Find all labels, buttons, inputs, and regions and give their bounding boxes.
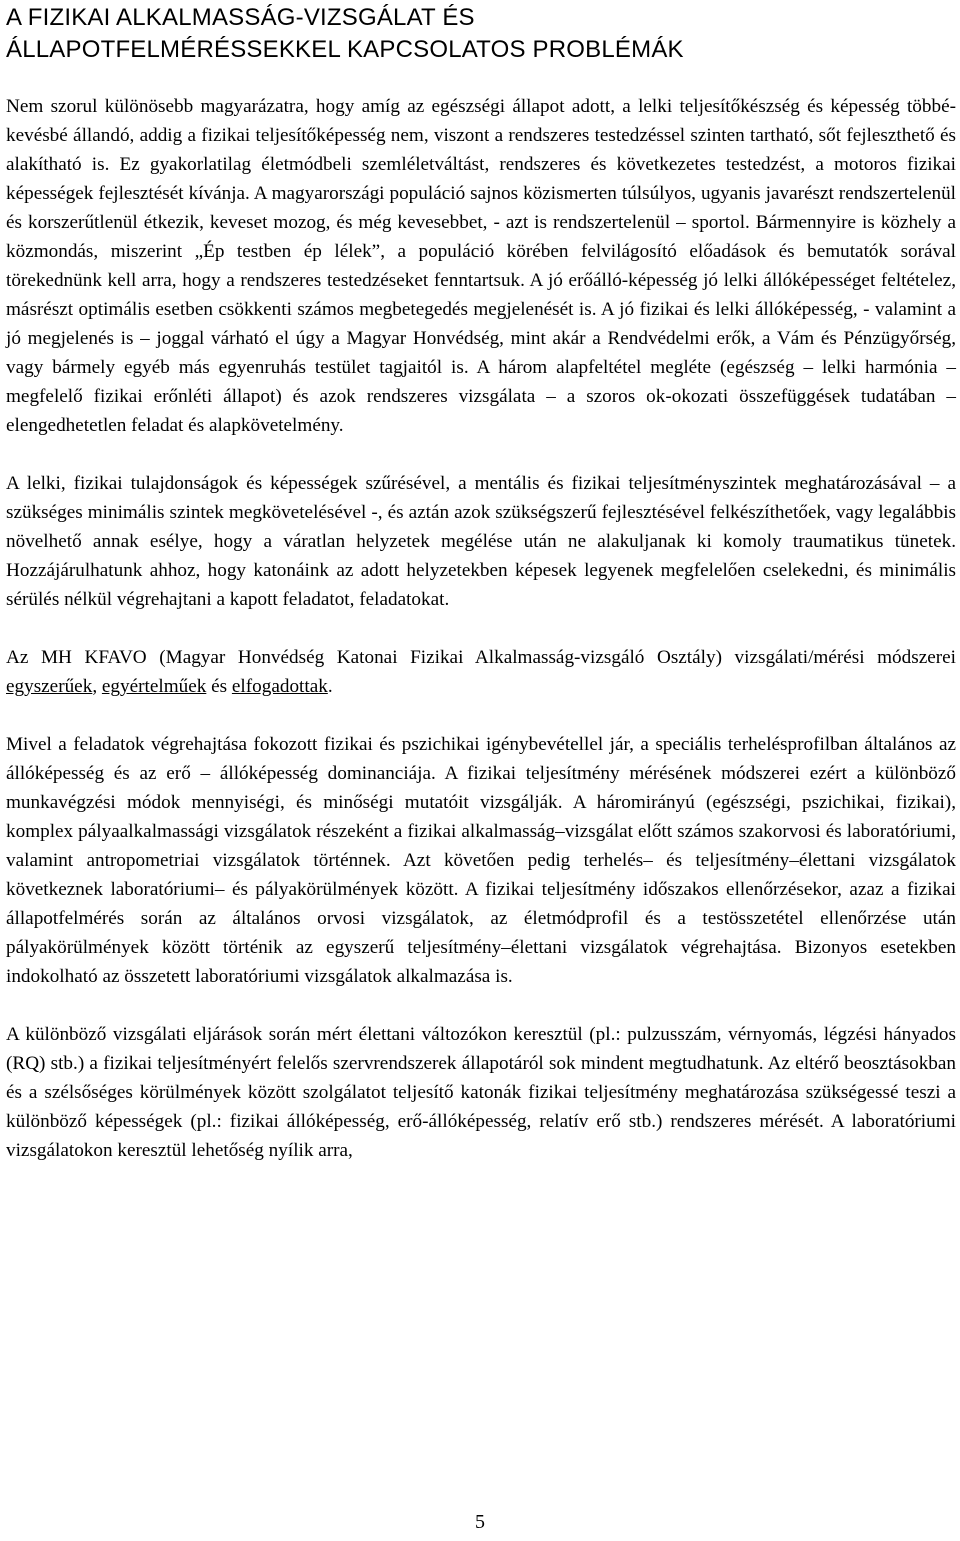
sentence-end: .: [327, 676, 333, 697]
paragraph-mental-physical: A lelki, fizikai tulajdonságok és képességek szűrésével, a mentális és fizikai teljesítményszintek meghatározásával – a szükséges minimális szintek megkövetelésével -, és aztán azok szükségszerű fejlesztésével felkészíthetőek, vagy legalábbis növelhető annak esélye, hogy a váratlan helyzetek megélése után ne alakuljanak ki komoly traumatikus tünetek. Hozzájárulhatunk ahhoz, hogy katonáink az adott helyzetekben képesek legyenek megfelelően cselekedni, és minimális sérülés nélkül végrehajtani a kapott feladatot, feladatokat.: [6, 473, 956, 610]
underlined-term-unambiguous: egyértelműek: [101, 676, 207, 697]
separator-text: ,: [92, 676, 102, 697]
paragraph-physiological-variables: A különböző vizsgálati eljárások során mért élettani változókon keresztül (pl.: pulzusszám, vérnyomás, légzési hányados (RQ) stb.) a fizikai teljesítményért felelős szervrendszerek állapotáról sok mindent megtudhatunk. Az eltérő beosztásokban és a szélsőséges körülmények között szolgálatot teljesítő katonák fizikai teljesítmény meghatározása szükségessé teszi a különböző képességek (pl.: fizikai állóképesség, erő-állóképesség, relatív erő stb.) rendszeres mérését. A laboratóriumi vizsgálatokon keresztül lehetőség nyílik arra,: [6, 1024, 956, 1161]
document-title: [6, 0, 956, 66]
paragraph-test-methods: Mivel a feladatok végrehajtása fokozott fizikai és pszichikai igénybevétellel jár, a speciális terhelésprofilban általános az állóképesség és az erő – állóképesség dominanciája. A fizikai teljesítmény mérésének módszerei ezért a különböző munkavégzési módok mennyiségi, és minőségi mutatóit vizsgálják. A háromirányú (egészségi, pszichikai, fizikai), komplex pályaalkalmassági vizsgálatok részeként a fizikai alkalmasság–vizsgálat előtt számos szakorvosi és laboratóriumi, valamint antropometriai vizsgálatok történnek. Azt követően pedig terhelés– és teljesítmény–élettani vizsgálatok következnek laboratóriumi– és pályakörülmények között. A fizikai teljesítmény időszakos ellenőrzésekor, azaz a fizikai állapotfelmérés során az általános orvosi vizsgálatok, az életmódprofil és a testösszetétel ellenőrzése után pályakörülmények között történik az egyszerű teljesítmény–élettani vizsgálatok végrehajtása. Bizonyos esetekben indokolható az összetett laboratóriumi vizsgálatok alkalmazása is.: [6, 734, 956, 987]
title-line-2: ÁLLAPOTFELMÉRÉSSEKKEL KAPCSOLATOS PROBLÉMÁK: [6, 36, 684, 63]
separator-text: és: [206, 676, 232, 697]
paragraph-gap: [6, 701, 956, 730]
paragraph-gap: [6, 614, 956, 643]
kfavo-intro-text: Az MH KFAVO (Magyar Honvédség Katonai Fizikai Alkalmasság-vizsgáló Osztály) vizsgálati/mérési módszerei: [6, 647, 956, 668]
paragraph-gap: [6, 440, 956, 469]
underlined-term-accepted: elfogadottak: [231, 676, 328, 697]
page-number: 5: [475, 1511, 485, 1533]
document-page: [6, 0, 956, 1165]
paragraph-kfavo: [6, 643, 956, 701]
underlined-term-simple: egyszerűek: [6, 676, 93, 697]
paragraph-gap: [6, 991, 956, 1020]
title-line-1: A FIZIKAI ALKALMASSÁG-VIZSGÁLAT ÉS: [6, 4, 475, 31]
paragraph-intro: Nem szorul különösebb magyarázatra, hogy amíg az egészségi állapot adott, a lelki teljesítőkészség és képesség többé-kevésbé állandó, addig a fizikai teljesítőképesség nem, viszont a rendszeres testedzéssel szinten tartható, sőt fejleszthető és alakítható is. Ez gyakorlatilag életmódbeli szemléletváltást, rendszeres és következetes testedzést, a motoros fizikai képességek fejlesztését kívánja. A magyarországi populáció sajnos közismerten túlsúlyos, ugyanis javarészt rendszertelenül és korszerűtlenül étkezik, keveset mozog, és még kevesebbet, - azt is rendszertelenül – sportol. Bármennyire is közhely a közmondás, miszerint „Ép testben ép lélek”, a populáció körében felvilágosító előadások és bemutatók sorával törekednünk kell arra, hogy a rendszeres testedzéseket fenntartsuk. A jó erőálló-képesség jó lelki állóképességet feltételez, másrészt optimális esetben csökkenti számos megbetegedés megjelenését is. A jó fizikai és lelki állóképesség, - valamint a jó megjelenés is – joggal várható el úgy a Magyar Honvédség, mint akár a Rendvédelmi erők, a Vám és Pénzügyőrség, vagy bármely egyéb más egyenruhás testület tagjaitól is. A három alapfeltétel megléte (egészség – lelki harmónia – megfelelő fizikai erőnléti állapot) és azok rendszeres vizsgálata – a szoros ok-okozati összefüggések tudatában – elengedhetetlen feladat és alapkövetelmény.: [6, 96, 956, 436]
